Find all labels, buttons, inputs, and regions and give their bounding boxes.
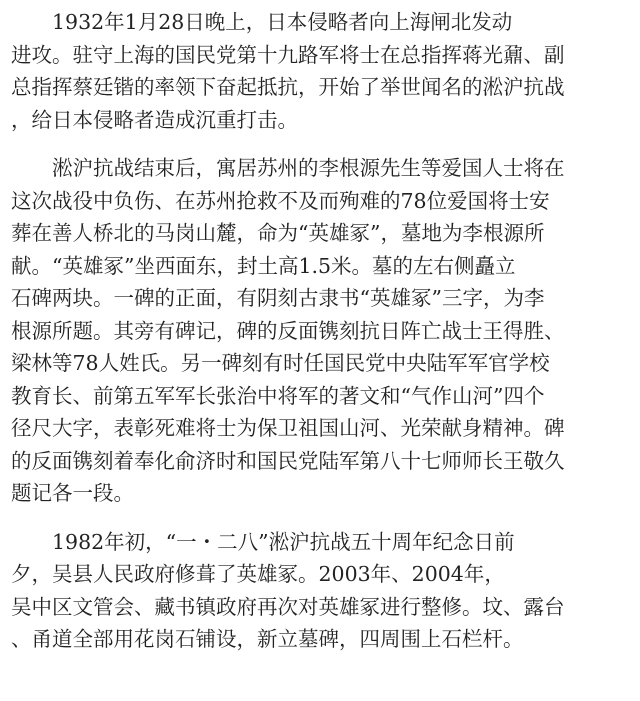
text-line: 进攻。驻守上海的国民党第十九路军将士在总指挥蒋光鼐、副 [11,42,565,67]
text-line: 葬在善人桥北的马岗山麓，命为“英雄冢”，墓地为李根源所 [11,221,545,245]
text-line: 吴中区文管会、藏书镇政府再次对英雄冢进行整修。坟、露台 [11,594,565,619]
text-line: 淞沪抗战结束后，寓居苏州的李根源先生等爱国人士将在 [11,156,565,180]
paragraph-3 [11,526,635,656]
text-line: 1932年1月28日晚上，日本侵略者向上海闸北发动 [11,10,513,34]
text-line: 教育长、前第五军军长张治中将军的著文和“气作山河”四个 [11,383,545,408]
text-line: 根源所题。其旁有碑记，碑的反面镌刻抗日阵亡战士王得胜、 [11,318,565,343]
text-line: 题记各一段。 [11,481,134,505]
text-line: 献。“英雄冢”坐西面东，封土高1.5米。墓的左右侧矗立 [11,253,516,278]
text-line: 石碑两块。一碑的正面，有阴刻古隶书“英雄冢”三字，为李 [11,286,545,310]
text-line: 径尺大字，表彰死难将士为保卫祖国山河、光荣献身精神。碑 [11,416,565,440]
article-body [11,0,635,656]
text-line: ，给日本侵略者造成沉重打击。 [11,107,298,132]
text-line: 总指挥蔡廷锴的率领下奋起抵抗，开始了举世闻名的淞沪抗战 [11,75,565,99]
text-line: 的反面镌刻着奉化俞济时和国民党陆军第八十七师师长王敬久 [11,448,565,473]
text-line: 梁林等78人姓氏。另一碑刻有时任国民党中央陆军军官学校 [11,351,550,375]
text-line: 1982年初，“一・二八”淞沪抗战五十周年纪念日前 [11,529,515,554]
text-line: 、甬道全部用花岗石铺设，新立墓碑，四周围上石栏杆。 [11,627,524,651]
paragraph-1 [11,0,635,136]
text-line: 夕，吴县人民政府修葺了英雄冢。2003年、2004年， [11,562,505,586]
paragraph-2 [11,152,635,510]
text-line: 这次战役中负伤、在苏州抢救不及而殉难的78位爱国将士安 [11,188,550,213]
